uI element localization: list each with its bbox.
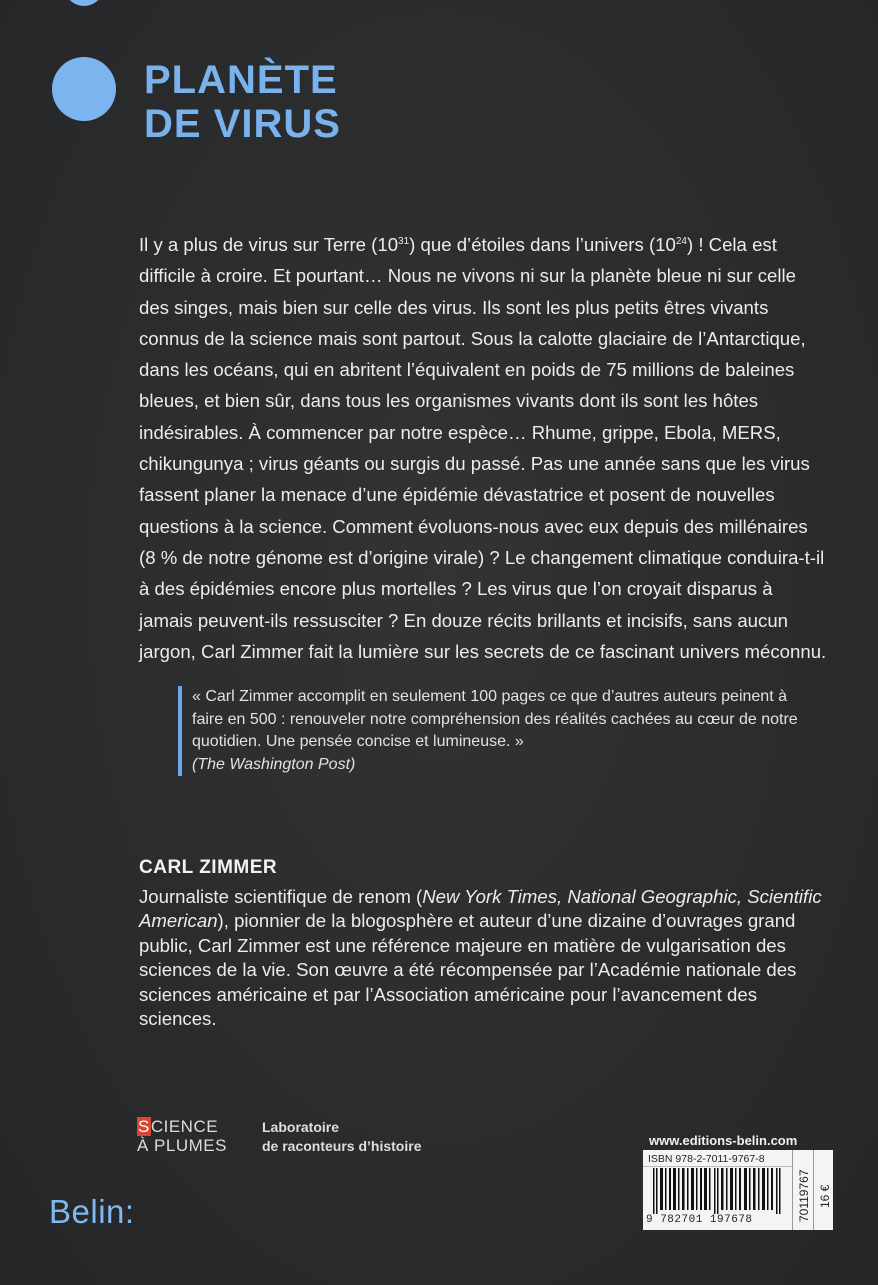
blurb-part: ) que d’étoiles dans l’univers (10 [409,234,676,255]
quote-source: (The Washington Post) [192,755,356,773]
blurb-part: ) ! Cela est difficile à croire. Et pourtant… Nous ne vivons ni sur la planète bleue ni sur celle des singes, mais bien sur celle des virus. Ils sont les plus petits êtres vivants connus de la science mais sont partout. Sous la calotte glaciaire de l’Antarctique, dans les océans, qui en abritent l’équivalent en poids de 75 millions de baleines bleues, et bien sûr, dans tous les organismes vivants dont ils sont les hôtes indésirables. À commencer par notre espèce… Rhume, grippe, Ebola, MERS, chikungunya ; virus géants ou surgis du passé. Pas une année sans que les virus fassent planer la menace d’une épidémie dévastatrice et posent de nouvelles questions à la science. Comment évoluons-nous avec eux depuis des millénaires (8 % de notre génome est d’origine virale) ? Le changement climatique conduira-t-il à des épidémies encore plus mortelles ? Les virus que l’on croyait disparus à jamais peuvent-ils ressusciter ? En douze récits brillants et incisifs, sans aucun jargon, Carl Zimmer fait la lumière sur les secrets de ce fascinant univers méconnu. [139,234,827,662]
collection-logo-line1: CIENCE [150,1117,219,1136]
quote-text: « Carl Zimmer accomplit en seulement 100 pages ce que d’autres auteurs peinent à faire en 500 : renouveler notre compréhension des réalités cachées au cœur de notre quotidien. Une pensée concise et lumineuse. » [192,688,798,750]
barcode-digits: 9 782701 197678 [646,1214,753,1226]
press-quote [178,686,812,776]
book-title [144,58,341,146]
bio-part: ), pionnier de la blogosphère et auteur d’une dizaine d’ouvrages grand public, Carl Zimmer est une référence majeure en matière de vulgarisation des sciences de la vie. Son œuvre a été récompensée par l’Académie nationale des sciences américaine et par l’Association américaine pour l’avancement des sciences. [139,910,797,1030]
collection-logo-line2: À PLUMES [137,1136,227,1155]
tagline-line-1: Laboratoire [262,1119,340,1135]
blurb-text [139,229,829,667]
isbn-text: ISBN 978-2-7011-9767-8 [648,1153,765,1165]
author-bio [139,885,839,1031]
author-name: CARL ZIMMER [139,857,278,878]
decorative-dot-top [64,0,104,6]
exponent: 24 [675,235,687,247]
barcode-graphic [649,1168,785,1214]
tagline-line-2: de raconteurs d’histoire [262,1138,422,1154]
collection-logo [137,1117,227,1155]
product-code: 70119767 [797,1169,811,1222]
collection-logo-s: S [138,1117,150,1136]
title-line-2: DE VIRUS [144,102,341,146]
barcode-panel [643,1150,833,1230]
divider [792,1150,793,1230]
bio-part: Journaliste scientifique de renom ( [139,886,423,907]
blurb-part: Il y a plus de virus sur Terre (10 [139,234,399,255]
decorative-dot [52,57,116,121]
title-line-1: PLANÈTE [144,58,338,102]
bio-publications: New York Times, National Geographic, Scientific American [139,886,822,932]
price: 16 € [818,1184,832,1208]
publisher-logo: Belin: [49,1193,135,1230]
publisher-url: www.editions-belin.com [649,1133,798,1148]
collection-tagline [262,1118,421,1156]
divider [643,1166,792,1167]
exponent: 31 [398,235,410,247]
divider [813,1150,814,1230]
